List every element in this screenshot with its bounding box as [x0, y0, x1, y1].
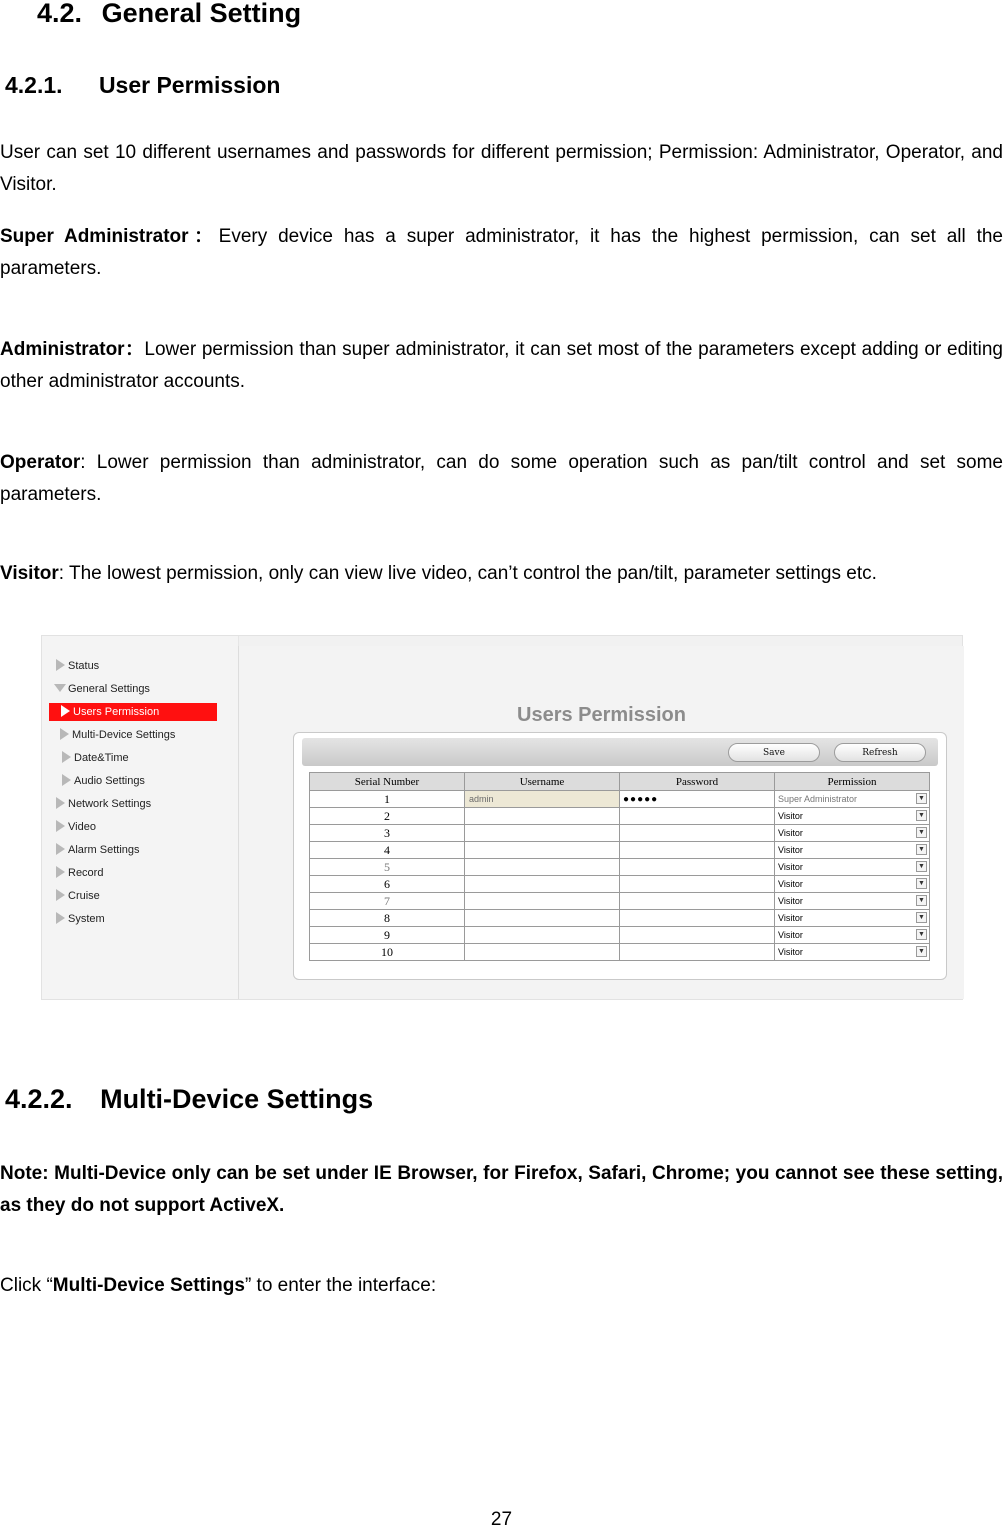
column-header: Permission: [775, 773, 930, 791]
super-admin-desc: Every device has a super administrator, it has the highest permission, can set all the parameters.: [0, 226, 1003, 279]
username-input[interactable]: [465, 910, 620, 927]
subsection-number: 4.2.2.: [5, 1084, 73, 1114]
page-number: 27: [490, 1509, 513, 1530]
chevron-down-icon[interactable]: ▼: [916, 946, 927, 957]
table-header-row: [310, 773, 930, 791]
permission-cell: [775, 791, 930, 808]
visitor-term: Visitor: [0, 563, 59, 584]
sidebar-item-video[interactable]: [56, 818, 96, 836]
triangle-right-icon: [56, 912, 65, 924]
admin-desc: Lower permission than super administrator, it can set most of the parameters except adding or editing other administrator accounts.: [0, 339, 1003, 392]
permission-cell: [775, 825, 930, 842]
section-heading-4-2: [37, 0, 301, 29]
password-input[interactable]: ●●●●●: [620, 791, 775, 808]
operator-term: Operator: [0, 452, 81, 473]
users-table-body: [310, 791, 930, 961]
triangle-right-icon: [56, 659, 65, 671]
sidebar-item-label: Cruise: [68, 890, 100, 902]
section-number: 4.2.: [37, 0, 83, 28]
serial-cell: 3: [310, 825, 465, 842]
admin-term: Administrator：: [0, 339, 145, 360]
users-permission-screenshot: [41, 635, 963, 1000]
sidebar-item-status[interactable]: [56, 657, 99, 675]
username-input[interactable]: admin: [465, 791, 620, 808]
chevron-down-icon[interactable]: ▼: [916, 895, 927, 906]
subsection-title: User Permission: [98, 72, 281, 98]
triangle-right-icon: [56, 820, 65, 832]
note-text: Note: Multi-Device only can be set under IE Browser, for Firefox, Safari, Chrome; you cannot see these setting, as they do not support ActiveX.: [0, 1163, 1003, 1216]
chevron-down-icon[interactable]: ▼: [916, 844, 927, 855]
triangle-right-icon: [56, 797, 65, 809]
toolbar: [302, 738, 938, 766]
serial-cell: 9: [310, 927, 465, 944]
permission-value: Visitor: [778, 913, 803, 923]
serial-cell: 4: [310, 842, 465, 859]
operator-paragraph: [0, 447, 1003, 511]
permission-cell: [775, 927, 930, 944]
sidebar-item-label: Users Permission: [73, 706, 160, 718]
permission-select[interactable]: [775, 945, 929, 959]
password-input[interactable]: [620, 910, 775, 927]
sidebar-item-cruise[interactable]: [56, 887, 100, 905]
username-input[interactable]: [465, 927, 620, 944]
section-heading-4-2-1: [5, 72, 280, 99]
section-heading-4-2-2: [5, 1084, 373, 1115]
chevron-down-icon[interactable]: ▼: [916, 878, 927, 889]
settings-main-panel: [238, 646, 964, 999]
settings-sidebar: [42, 636, 239, 999]
sidebar-item-date-time[interactable]: [62, 749, 129, 767]
sidebar-item-label: Audio Settings: [74, 775, 145, 787]
password-input[interactable]: [620, 842, 775, 859]
triangle-right-icon: [60, 728, 69, 740]
table-row: [310, 808, 930, 825]
section-title: General Setting: [101, 0, 302, 28]
sidebar-item-network[interactable]: [56, 795, 151, 813]
username-input[interactable]: [465, 876, 620, 893]
permission-value: Visitor: [778, 879, 803, 889]
triangle-right-icon: [62, 751, 71, 763]
table-row: [310, 910, 930, 927]
sidebar-item-system[interactable]: [56, 910, 105, 928]
super-admin-term: Super Administrator：: [0, 226, 219, 247]
table-row: [310, 927, 930, 944]
username-input[interactable]: [465, 808, 620, 825]
permission-value: Visitor: [778, 862, 803, 872]
serial-cell: 1: [310, 791, 465, 808]
permission-cell: [775, 876, 930, 893]
password-input[interactable]: [620, 893, 775, 910]
save-button[interactable]: Save: [728, 743, 820, 762]
permission-cell: [775, 910, 930, 927]
username-input[interactable]: [465, 859, 620, 876]
permission-cell: [775, 842, 930, 859]
panel-title: Users Permission: [517, 704, 686, 726]
users-table: [309, 772, 930, 961]
note-paragraph: [0, 1158, 1003, 1222]
operator-desc: : Lower permission than administrator, can do some operation such as pan/tilt control and set some parameters.: [0, 452, 1003, 505]
permission-value: Visitor: [778, 828, 803, 838]
chevron-down-icon[interactable]: ▼: [916, 827, 927, 838]
permission-cell: [775, 944, 930, 961]
permission-value: Visitor: [778, 811, 803, 821]
visitor-paragraph: [0, 558, 1003, 590]
triangle-right-icon: [56, 843, 65, 855]
refresh-button[interactable]: Refresh: [834, 743, 926, 762]
sidebar-item-label: Network Settings: [68, 798, 152, 810]
permission-cell: [775, 893, 930, 910]
username-input[interactable]: [465, 842, 620, 859]
permission-select[interactable]: [775, 809, 929, 823]
table-row: [310, 944, 930, 961]
click-term: Multi-Device Settings: [52, 1275, 245, 1296]
table-row: [310, 893, 930, 910]
click-instruction: [0, 1270, 1003, 1302]
sidebar-item-audio[interactable]: [62, 772, 145, 790]
serial-cell: 2: [310, 808, 465, 825]
click-prefix: Click “: [0, 1275, 53, 1296]
username-input[interactable]: [465, 893, 620, 910]
username-input[interactable]: [465, 944, 620, 961]
sidebar-item-label: Video: [68, 821, 96, 833]
sidebar-item-label: System: [68, 913, 105, 925]
chevron-down-icon[interactable]: ▼: [916, 861, 927, 872]
password-input[interactable]: [620, 876, 775, 893]
triangle-right-icon: [62, 774, 71, 786]
column-header: Username: [465, 773, 620, 791]
permission-select[interactable]: [775, 911, 929, 925]
sidebar-item-multi-device[interactable]: [60, 726, 175, 744]
table-row: [310, 825, 930, 842]
password-input[interactable]: [620, 859, 775, 876]
password-input[interactable]: [620, 944, 775, 961]
sidebar-item-label: Status: [68, 660, 100, 672]
admin-paragraph: [0, 334, 1003, 398]
column-header: Password: [620, 773, 775, 791]
permission-value: Visitor: [778, 947, 803, 957]
serial-cell: 8: [310, 910, 465, 927]
intro-paragraph: User can set 10 different usernames and passwords for different permission; Permission: Administrator, Operator, and Visitor.: [0, 142, 1003, 195]
sidebar-item-alarm[interactable]: [56, 841, 140, 859]
serial-cell: 5: [310, 859, 465, 876]
serial-cell: 7: [310, 893, 465, 910]
permission-value: Super Administrator: [778, 794, 858, 804]
sidebar-item-label: General Settings: [68, 683, 150, 695]
table-row: [310, 859, 930, 876]
permission-value: Visitor: [778, 845, 803, 855]
permission-select[interactable]: [775, 877, 929, 891]
subsection-number: 4.2.1.: [5, 72, 63, 98]
triangle-right-icon: [56, 866, 65, 878]
password-input[interactable]: [620, 825, 775, 842]
triangle-down-icon: [54, 684, 66, 692]
permission-select[interactable]: [775, 826, 929, 840]
triangle-right-icon: [56, 889, 65, 901]
sidebar-item-label: Alarm Settings: [68, 844, 140, 856]
permission-cell: [775, 859, 930, 876]
column-header: Serial Number: [310, 773, 465, 791]
chevron-down-icon[interactable]: ▼: [916, 929, 927, 940]
visitor-desc: : The lowest permission, only can view live video, can’t control the pan/tilt, parameter settings etc.: [58, 563, 877, 584]
chevron-down-icon[interactable]: ▼: [916, 793, 927, 804]
permission-value: Visitor: [778, 930, 803, 940]
subsection-title: Multi-Device Settings: [100, 1084, 374, 1114]
permission-select[interactable]: [775, 792, 929, 806]
super-admin-paragraph: [0, 221, 1003, 285]
password-input[interactable]: [620, 808, 775, 825]
users-table-panel: [293, 732, 947, 980]
triangle-right-icon: [61, 705, 70, 717]
permission-value: Visitor: [778, 896, 803, 906]
permission-select[interactable]: [775, 928, 929, 942]
table-row: [310, 791, 930, 808]
username-input[interactable]: [465, 825, 620, 842]
table-row: [310, 842, 930, 859]
password-input[interactable]: [620, 927, 775, 944]
permission-select[interactable]: [775, 843, 929, 857]
sidebar-item-general-settings[interactable]: [54, 680, 150, 698]
chevron-down-icon[interactable]: ▼: [916, 810, 927, 821]
sidebar-item-label: Date&Time: [74, 752, 129, 764]
serial-cell: 10: [310, 944, 465, 961]
permission-cell: [775, 808, 930, 825]
click-suffix: ” to enter the interface:: [244, 1275, 437, 1296]
chevron-down-icon[interactable]: ▼: [916, 912, 927, 923]
permission-select[interactable]: [775, 860, 929, 874]
sidebar-item-label: Multi-Device Settings: [72, 729, 176, 741]
permission-select[interactable]: [775, 894, 929, 908]
sidebar-item-label: Record: [68, 867, 104, 879]
table-row: [310, 876, 930, 893]
sidebar-item-record[interactable]: [56, 864, 103, 882]
serial-cell: 6: [310, 876, 465, 893]
sidebar-item-users-permission[interactable]: [49, 703, 217, 721]
